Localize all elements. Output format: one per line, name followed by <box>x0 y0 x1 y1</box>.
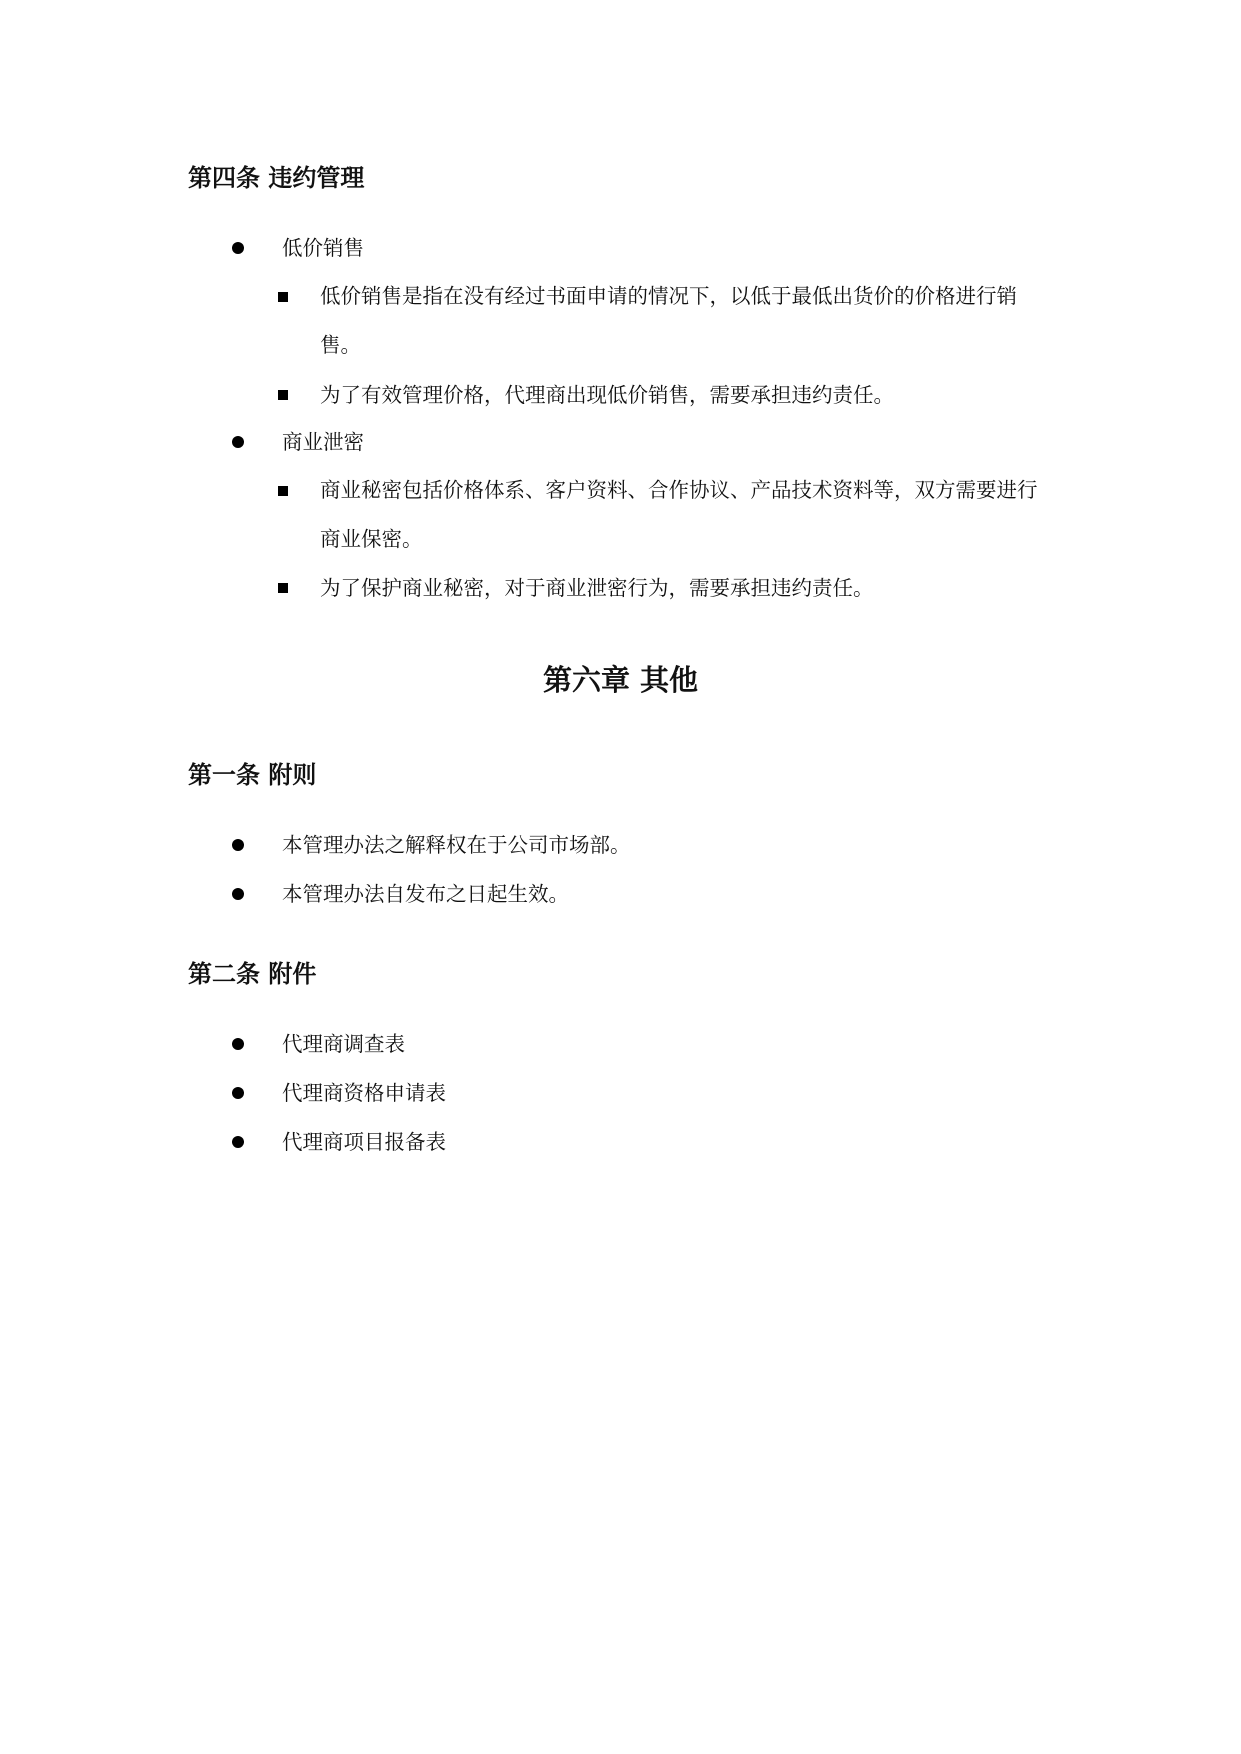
sub-list-item-text: 商业秘密包括价格体系、客户资料、合作协议、产品技术资料等，双方需要进行商业保密。 <box>320 478 1038 551</box>
list-item-label: 本管理办法之解释权在于公司市场部。 <box>282 833 631 857</box>
sub-list-item-text: 为了有效管理价格，代理商出现低价销售，需要承担违约责任。 <box>320 383 894 407</box>
list-item <box>232 879 569 909</box>
list-item <box>232 233 364 263</box>
list-item <box>232 1127 446 1157</box>
sub-list-item <box>278 380 894 410</box>
section-heading: 第二条 附件 <box>188 960 317 988</box>
chapter-title: 第六章 其他 <box>542 663 699 697</box>
bullet-icon <box>232 436 244 448</box>
section-heading: 第四条 违约管理 <box>188 164 365 192</box>
list-item <box>232 1029 405 1059</box>
square-bullet-icon <box>278 583 288 593</box>
list-item-label: 低价销售 <box>282 236 364 260</box>
list-item <box>232 1078 446 1108</box>
square-bullet-icon <box>278 292 288 302</box>
bullet-icon <box>232 888 244 900</box>
sub-list-item-text: 低价销售是指在没有经过书面申请的情况下，以低于最低出货价的价格进行销售。 <box>320 284 1017 357</box>
square-bullet-icon <box>278 390 288 400</box>
bullet-icon <box>232 1038 244 1050</box>
list-item-label: 本管理办法自发布之日起生效。 <box>282 882 569 906</box>
section-heading: 第一条 附则 <box>188 761 317 789</box>
sub-list-item <box>278 282 1055 370</box>
list-item-label: 代理商资格申请表 <box>282 1081 446 1105</box>
bullet-icon <box>232 1136 244 1148</box>
list-item-label: 代理商调查表 <box>282 1032 405 1056</box>
list-item <box>232 427 364 457</box>
sub-list-item <box>278 476 1055 564</box>
bullet-icon <box>232 242 244 254</box>
sub-list-item <box>278 573 874 603</box>
list-item <box>232 830 631 860</box>
list-item-label: 代理商项目报备表 <box>282 1130 446 1154</box>
square-bullet-icon <box>278 486 288 496</box>
bullet-icon <box>232 839 244 851</box>
bullet-icon <box>232 1087 244 1099</box>
sub-list-item-text: 为了保护商业秘密，对于商业泄密行为，需要承担违约责任。 <box>320 576 874 600</box>
list-item-label: 商业泄密 <box>282 430 364 454</box>
